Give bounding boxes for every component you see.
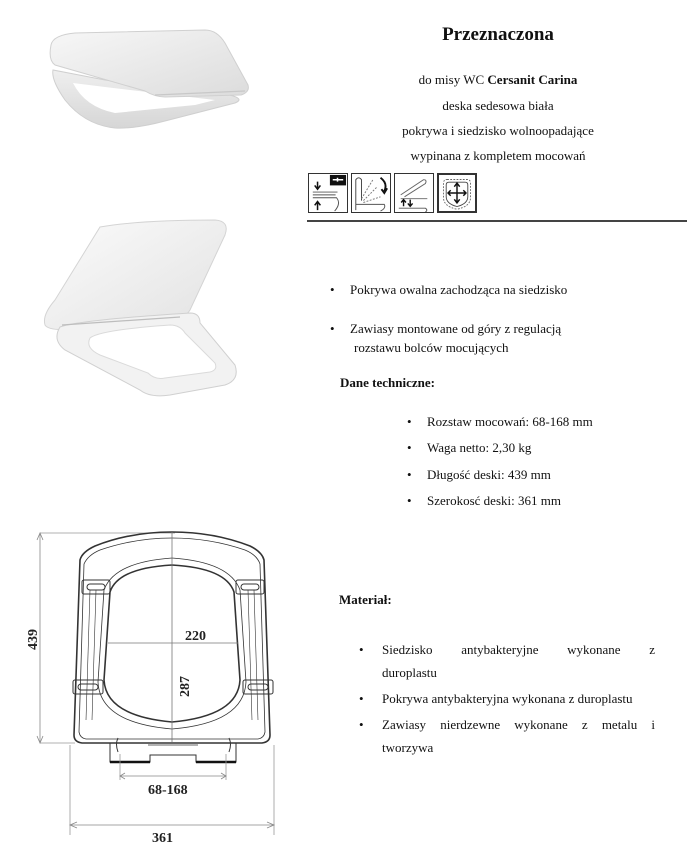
bullet: •: [359, 717, 364, 732]
word: Siedzisko: [382, 642, 433, 657]
product-photo-open: [40, 215, 245, 415]
compatibility-line: [300, 72, 696, 88]
length-label: 439: [26, 629, 41, 650]
bullet: •: [407, 414, 412, 429]
word: z: [581, 717, 588, 732]
word: Zawiasy: [382, 717, 427, 732]
compatible-model: Cersanit Carina: [487, 72, 578, 87]
description-line-color: deska sedesowa biała: [442, 98, 554, 113]
bullet: •: [330, 321, 335, 336]
feature-text: Zawiasy montowane od góry z regulacją: [350, 321, 562, 336]
compatibility-prefix: do misy WC: [418, 72, 488, 87]
material-text-line: [382, 715, 655, 734]
tech-text: Waga netto: 2,30 kg: [427, 440, 532, 455]
word: z: [649, 642, 655, 657]
bullet: •: [359, 691, 364, 706]
feature-icons-row: [308, 173, 477, 213]
section-divider: [307, 220, 687, 222]
tech-text: Rozstaw mocowań: 68-168 mm: [427, 414, 593, 429]
word: wykonane: [567, 642, 621, 657]
soft-close-icon: [351, 173, 391, 213]
material-text-continued: tworzywa: [382, 740, 434, 755]
word: wykonane: [514, 717, 568, 732]
feature-text-continued: rozstawu bolców mocujących: [354, 340, 509, 355]
bullet: •: [330, 282, 335, 297]
material-text-continued: duroplastu: [382, 665, 437, 680]
width-label: 361: [152, 831, 173, 845]
bullet: •: [359, 642, 364, 657]
description-line-mounting: wypinana z kompletem mocowań: [410, 148, 586, 163]
bullet: •: [407, 493, 412, 508]
material-text: Pokrywa antybakteryjna wykonana z duroplastu: [382, 691, 633, 706]
inner-width-label: 220: [185, 629, 206, 644]
quick-release-icon: [308, 173, 348, 213]
technical-drawing: [0, 510, 300, 845]
word: metalu: [601, 717, 638, 732]
tech-text: Długość deski: 439 mm: [427, 467, 551, 482]
tech-heading: Dane techniczne:: [340, 375, 435, 390]
feature-text: Pokrywa owalna zachodząca na siedzisko: [350, 282, 568, 297]
word: nierdzewne: [440, 717, 501, 732]
tech-text: Szerokosć deski: 361 mm: [427, 493, 561, 508]
fixing-range-label: 68-168: [148, 783, 188, 798]
word: i: [651, 717, 655, 732]
description-line-softclose: pokrywa i siedzisko wolnoopadające: [402, 123, 594, 138]
word: antybakteryjne: [461, 642, 539, 657]
bullet: •: [407, 440, 412, 455]
adjustable-hinge-icon: [437, 173, 477, 213]
inner-length-label: 287: [178, 676, 193, 697]
lift-off-icon: [394, 173, 434, 213]
bullet: •: [407, 467, 412, 482]
page-title: Przeznaczona: [442, 24, 554, 45]
product-photo-closed: [45, 25, 255, 135]
material-text-line: [382, 640, 655, 659]
material-heading: Materiał:: [339, 592, 392, 607]
